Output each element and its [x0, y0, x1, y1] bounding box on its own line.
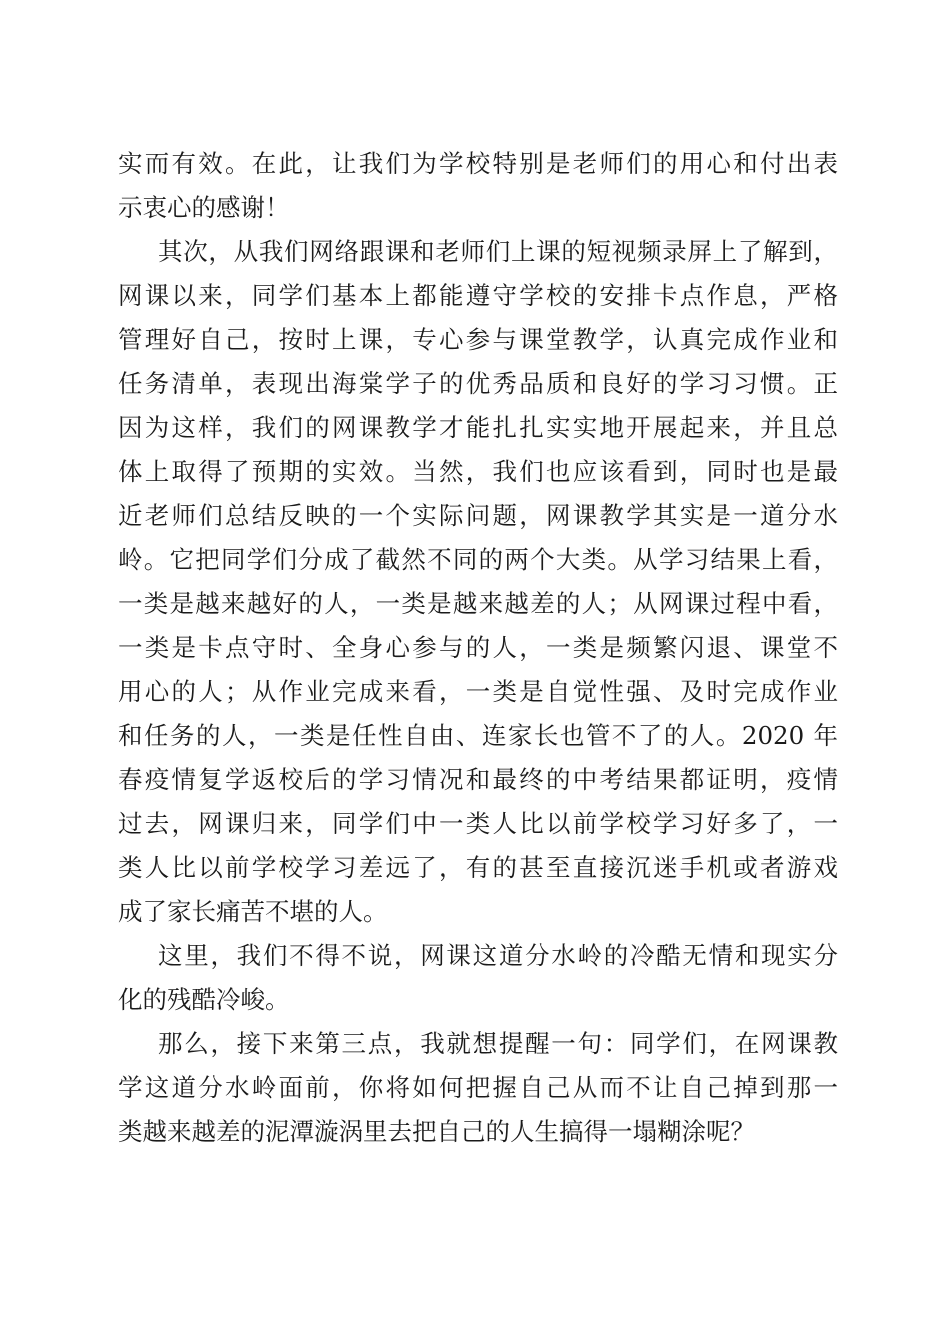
text-line: 管理好自己，按时上课，专心参与课堂教学，认真完成作业和 [118, 325, 838, 354]
document-body [118, 142, 838, 1154]
text-line: 学这道分水岭面前，你将如何把握自己从而不让自己掉到那一 [118, 1073, 838, 1102]
text-line: 春疫情复学返校后的学习情况和最终的中考结果都证明，疫情 [118, 765, 838, 794]
text-line: 化的残酷冷峻。 [118, 985, 290, 1014]
text-line: 示衷心的感谢！ [118, 193, 290, 222]
text-line: 任务清单，表现出海棠学子的优秀品质和良好的学习习惯。正 [118, 369, 838, 398]
text-line: 类越来越差的泥潭漩涡里去把自己的人生搞得一塌糊涂呢？ [118, 1117, 755, 1146]
paragraph-3 [118, 934, 838, 1022]
paragraph-4 [118, 1022, 838, 1154]
text-line: 成了家长痛苦不堪的人。 [118, 897, 388, 926]
text-line: 类人比以前学校学习差远了，有的甚至直接沉迷手机或者游戏 [118, 853, 838, 882]
text-line: 过去，网课归来，同学们中一类人比以前学校学习好多了，一 [118, 809, 838, 838]
paragraph-1 [118, 142, 838, 230]
text-line: 其次，从我们网络跟课和老师们上课的短视频录屏上了解到， [158, 237, 838, 266]
text-line: 岭。它把同学们分成了截然不同的两个大类。从学习结果上看， [118, 545, 838, 574]
text-line: 网课以来，同学们基本上都能遵守学校的安排卡点作息，严格 [118, 281, 838, 310]
paragraph-2 [118, 230, 838, 934]
text-line: 实而有效。在此，让我们为学校特别是老师们的用心和付出表 [118, 149, 838, 178]
text-line: 因为这样，我们的网课教学才能扎扎实实地开展起来，并且总 [118, 413, 838, 442]
text-line: 这里，我们不得不说，网课这道分水岭的冷酷无情和现实分 [158, 941, 838, 970]
text-line: 那么，接下来第三点，我就想提醒一句：同学们，在网课教 [158, 1029, 838, 1058]
text-line: 近老师们总结反映的一个实际问题，网课教学其实是一道分水 [118, 501, 838, 530]
text-line: 一类是越来越好的人，一类是越来越差的人；从网课过程中看， [118, 589, 838, 618]
text-line: 用心的人；从作业完成来看，一类是自觉性强、及时完成作业 [118, 677, 838, 706]
text-line: 和任务的人，一类是任性自由、连家长也管不了的人。2020 年 [118, 721, 838, 750]
text-line: 一类是卡点守时、全身心参与的人，一类是频繁闪退、课堂不 [118, 633, 838, 662]
text-line: 体上取得了预期的实效。当然，我们也应该看到，同时也是最 [118, 457, 838, 486]
